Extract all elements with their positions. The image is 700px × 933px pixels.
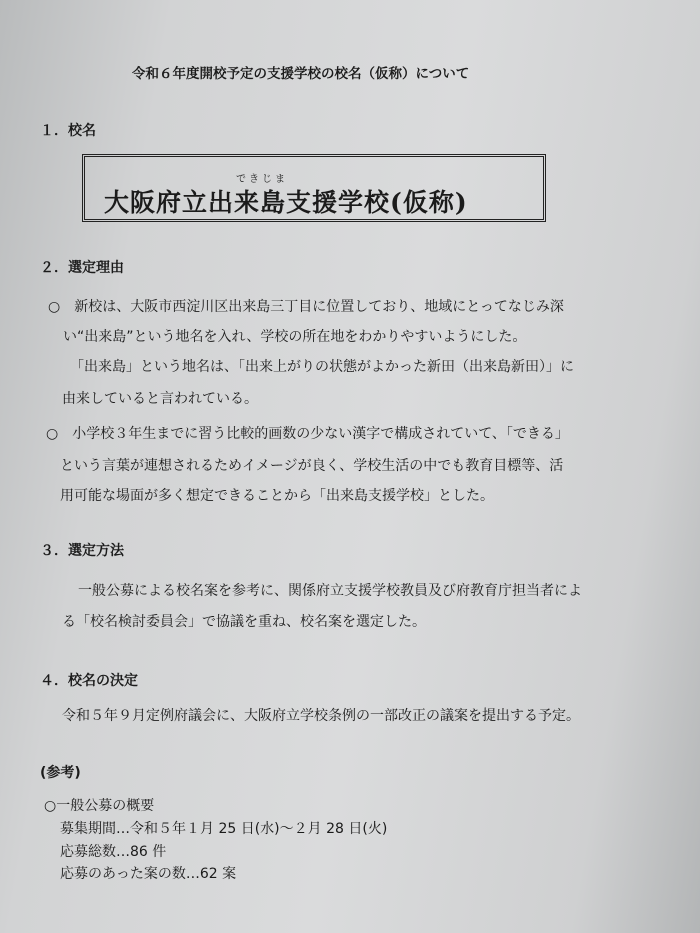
reason-line: 「出来島」という地名は、「出来上がりの状態がよかった新田（出来島新田）」に	[70, 359, 574, 375]
school-name: 大阪府立出来島支援学校(仮称)	[104, 188, 468, 217]
method-line: 一般公募による校名案を参考に、関係府立支援学校教員及び府教育庁担当者によ	[78, 583, 582, 599]
reference-line: 募集期間…令和５年１月 25 日(水)～２月 28 日(火)	[60, 821, 388, 837]
section-2-heading: ２．選定理由	[40, 260, 124, 276]
reference-line: 応募のあった案の数…62 案	[60, 866, 237, 882]
reason-line: という言葉が連想されるためイメージが良く、学校生活の中でも教育目標等、活	[60, 458, 564, 474]
decision-line: 令和５年９月定例府議会に、大阪府立学校条例の一部改正の議案を提出する予定。	[62, 708, 580, 724]
section-1-heading: １．校名	[40, 123, 96, 139]
section-4-heading: ４．校名の決定	[40, 673, 138, 689]
reason-line: い“出来島”という地名を入れ、学校の所在地をわかりやすいようにした。	[63, 329, 527, 345]
method-line: る「校名検討委員会」で協議を重ね、校名案を選定した。	[62, 614, 426, 630]
document-title: 令和６年度開校予定の支援学校の校名（仮称）について	[132, 66, 470, 82]
reason-line: ○ 新校は、大阪市西淀川区出来島三丁目に位置しており、地域にとってなじみ深	[48, 299, 564, 315]
reference-heading: (参考)	[40, 765, 81, 781]
reference-line: ○一般公募の概要	[44, 798, 155, 814]
reference-line: 応募総数…86 件	[60, 844, 167, 860]
section-3-heading: ３．選定方法	[40, 543, 124, 559]
school-name-furigana: できじま	[236, 174, 288, 185]
reason-line: 由来していると言われている。	[62, 391, 258, 407]
reason-line: 用可能な場面が多く想定できることから「出来島支援学校」とした。	[60, 488, 494, 504]
reason-line: ○ 小学校３年生までに習う比較的画数の少ない漢字で構成されていて、「できる」	[46, 426, 569, 442]
